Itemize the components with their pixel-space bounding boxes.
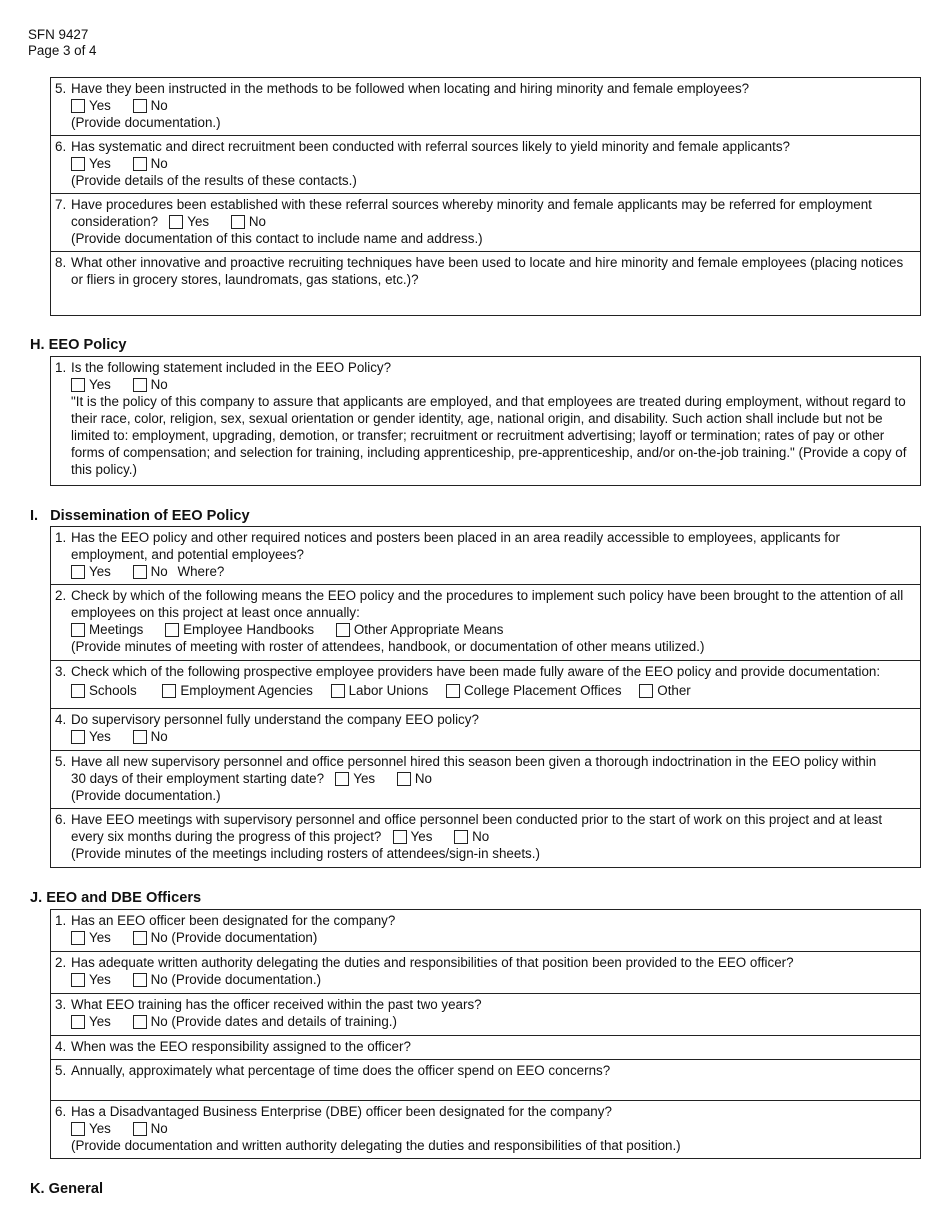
question-i5: 5. Have all new supervisory personnel and office personnel hired this season been given a thorough indoctrination in the EEO policy within 30 days of their employment starting date? Yes No (Provide documentation.) [51,751,920,809]
meetings-checkbox[interactable] [71,623,85,637]
eeo-policy-box [50,356,921,486]
h1-no-checkbox[interactable] [133,378,147,392]
section-k-title: K. General [30,1181,103,1197]
g7-no-checkbox[interactable] [231,215,245,229]
labor-unions-checkbox[interactable] [331,684,345,698]
question-i3: 3. Check which of the following prospective employee providers have been made fully aware of the EEO policy and provide documentation: Schools Employment Agencies Labor Unions College Placement Offices Other [51,661,920,709]
employee-handbooks-checkbox[interactable] [165,623,179,637]
g6-yes-checkbox[interactable] [71,157,85,171]
question-h1: 1. Is the following statement included in the EEO Policy? Yes No "It is the policy of this company to assure that applicants are employed, and that employees are treated during employment, without regard to their race, color, religion, sex, sexual orientation or gender identity, age, national origin, and disability. Such action shall include but not be limited to: employment, upgrading, demotion, or transfer; recruitment or recruitment advertising; layoff or termination; rates of pay or other forms of compensation; and selection for training, including apprenticeship, pre-apprenticeship, and/or on-the-job training." (Provide a copy of this policy.) [51,357,920,485]
question-i1: 1. Has the EEO policy and other required notices and posters been placed in an area readily accessible to employees, applicants for employment, and potential employees? Yes No Where? [51,527,920,585]
question-j5: 5. Annually, approximately what percentage of time does the officer spend on EEO concerns? [51,1060,920,1101]
i5-yes-checkbox[interactable] [335,772,349,786]
question-j1: 1. Has an EEO officer been designated for the company? Yes No (Provide documentation) [51,910,920,952]
i4-no-checkbox[interactable] [133,730,147,744]
i1-where-label: Where? [177,564,225,579]
form-id: SFN 9427 [28,27,89,42]
question-g7: 7. Have procedures been established with these referral sources whereby minority and female applicants may be referred for employment consideration? Yes No (Provide documentation of this contact to include name and address.) [51,194,920,252]
i1-yes-checkbox[interactable] [71,565,85,579]
question-i2: 2. Check by which of the following means the EEO policy and the procedures to implement such policy have been brought to the attention of all employees on this project at least once annually: Meetings Employee Handbooks Other Appropriate Means (Provide minutes of meeting with roster of attendees, handbook, or documentation of other means utilized.) [51,585,920,661]
question-j2: 2. Has adequate written authority delegating the duties and responsibilities of that position been provided to the EEO officer? Yes No (Provide documentation.) [51,952,920,994]
j1-no-checkbox[interactable] [133,931,147,945]
college-placement-checkbox[interactable] [446,684,460,698]
question-i4: 4. Do supervisory personnel fully understand the company EEO policy? Yes No [51,709,920,751]
officers-box [50,909,921,1159]
i6-no-checkbox[interactable] [454,830,468,844]
page-number: Page 3 of 4 [28,43,97,58]
g7-yes-checkbox[interactable] [169,215,183,229]
i5-no-checkbox[interactable] [397,772,411,786]
question-j6: 6. Has a Disadvantaged Business Enterprise (DBE) officer been designated for the company? Yes No (Provide documentation and written authority delegating the duties and responsibilities of that position.) [55,1104,681,1153]
form-header [28,27,97,59]
employment-agencies-checkbox[interactable] [162,684,176,698]
question-g5: 5. Have they been instructed in the methods to be followed when locating and hiring minority and female employees? Yes No (Provide documentation.) [51,78,920,136]
j3-no-checkbox[interactable] [133,1015,147,1029]
g5-no-checkbox[interactable] [133,99,147,113]
g5-yes-checkbox[interactable] [71,99,85,113]
schools-checkbox[interactable] [71,684,85,698]
question-i6: 6. Have EEO meetings with supervisory personnel and office personnel been conducted prior to the start of work on this project and at least every six months during the progress of this project? Yes No (Provide minutes of the meetings including rosters of attendees/sign-in sheets.) [55,812,883,861]
h1-yes-checkbox[interactable] [71,378,85,392]
section-h-title: H. EEO Policy [30,337,127,353]
recruitment-questions-box [50,77,921,316]
policy-statement: "It is the policy of this company to assure that applicants are employed, and that employees are treated during employment, without regard to their race, color, religion, sex, sexual orientation or gender identity, age, national origin, and disability. Such action shall include but not be limited to: employment, upgrading, demotion, or transfer; recruitment or recruitment advertising; layoff or termination; rates of pay or other forms of compensation; and selection for training, including apprenticeship, pre-apprenticeship, and/or on-the-job training." (Provide a copy of this policy.) [71,394,907,477]
j3-yes-checkbox[interactable] [71,1015,85,1029]
question-j4: 4. When was the EEO responsibility assigned to the officer? [51,1036,920,1060]
j6-no-checkbox[interactable] [133,1122,147,1136]
other-provider-checkbox[interactable] [639,684,653,698]
j2-yes-checkbox[interactable] [71,973,85,987]
other-means-checkbox[interactable] [336,623,350,637]
j2-no-checkbox[interactable] [133,973,147,987]
j6-yes-checkbox[interactable] [71,1122,85,1136]
dissemination-box [50,526,921,868]
i1-no-checkbox[interactable] [133,565,147,579]
section-j-title: J. EEO and DBE Officers [30,890,202,906]
question-j3: 3. What EEO training has the officer received within the past two years? Yes No (Provide dates and details of training.) [51,994,920,1036]
i4-yes-checkbox[interactable] [71,730,85,744]
question-g6: 6. Has systematic and direct recruitment been conducted with referral sources likely to yield minority and female applicants? Yes No (Provide details of the results of these contacts.) [51,136,920,194]
i6-yes-checkbox[interactable] [393,830,407,844]
question-g8: 8. What other innovative and proactive recruiting techniques have been used to locate and hire minority and female employees (placing notices or fliers in grocery stores, laundromats, gas stations, etc.)? [55,255,904,287]
section-i-title: I. Dissemination of EEO Policy [30,508,250,524]
j1-yes-checkbox[interactable] [71,931,85,945]
g6-no-checkbox[interactable] [133,157,147,171]
